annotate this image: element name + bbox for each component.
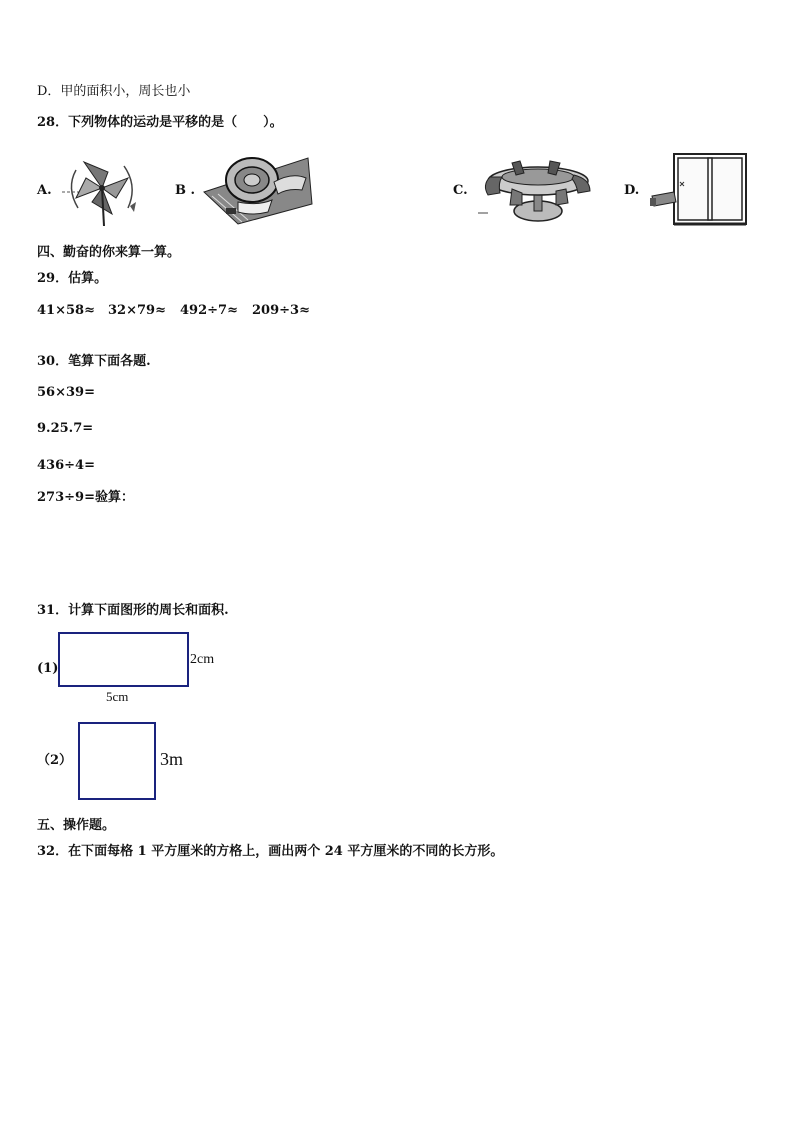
question-32: 32．在下面每格 1 平方厘米的方格上，画出两个 24 平方厘米的不同的长方形。 <box>37 844 504 859</box>
section-5-heading: 五、操作题。 <box>37 818 116 833</box>
question-29: 29．估算。 <box>37 271 108 286</box>
option-c-label: C. <box>453 183 468 198</box>
question-30: 30．笔算下面各题. <box>37 354 151 369</box>
rectangle-figure <box>58 632 189 687</box>
option-a-label: A. <box>37 183 52 198</box>
calc-4: 273÷9=验算： <box>37 490 134 505</box>
option-b-label: B . <box>175 183 196 198</box>
option-d-text: D．甲的面积小，周长也小 <box>37 84 191 99</box>
rectangle-height-label: 2cm <box>190 652 215 667</box>
pinwheel-image <box>62 152 140 226</box>
figure-1-label: (1) <box>37 661 59 676</box>
option-d-label: D. <box>624 183 640 198</box>
calc-2: 9.25.7= <box>37 421 94 436</box>
square-side-label: 3m <box>160 749 184 769</box>
carousel-image <box>476 155 600 227</box>
square-figure <box>78 722 156 800</box>
steering-wheel-image <box>198 152 314 226</box>
question-28: 28．下列物体的运动是平移的是（ ）。 <box>37 115 283 130</box>
question-31: 31．计算下面图形的周长和面积. <box>37 603 229 618</box>
section-4-heading: 四、勤奋的你来算一算。 <box>37 245 181 260</box>
estimate-4: 209÷3≈ <box>252 303 310 318</box>
estimate-2: 32×79≈ <box>108 303 166 318</box>
calc-3: 436÷4= <box>37 458 95 473</box>
estimate-1: 41×58≈ <box>37 303 95 318</box>
figure-2-label: （2） <box>37 753 73 768</box>
rectangle-width-label: 5cm <box>106 689 129 704</box>
sliding-window-image <box>650 152 750 228</box>
estimate-3: 492÷7≈ <box>180 303 238 318</box>
calc-1: 56×39= <box>37 385 95 400</box>
